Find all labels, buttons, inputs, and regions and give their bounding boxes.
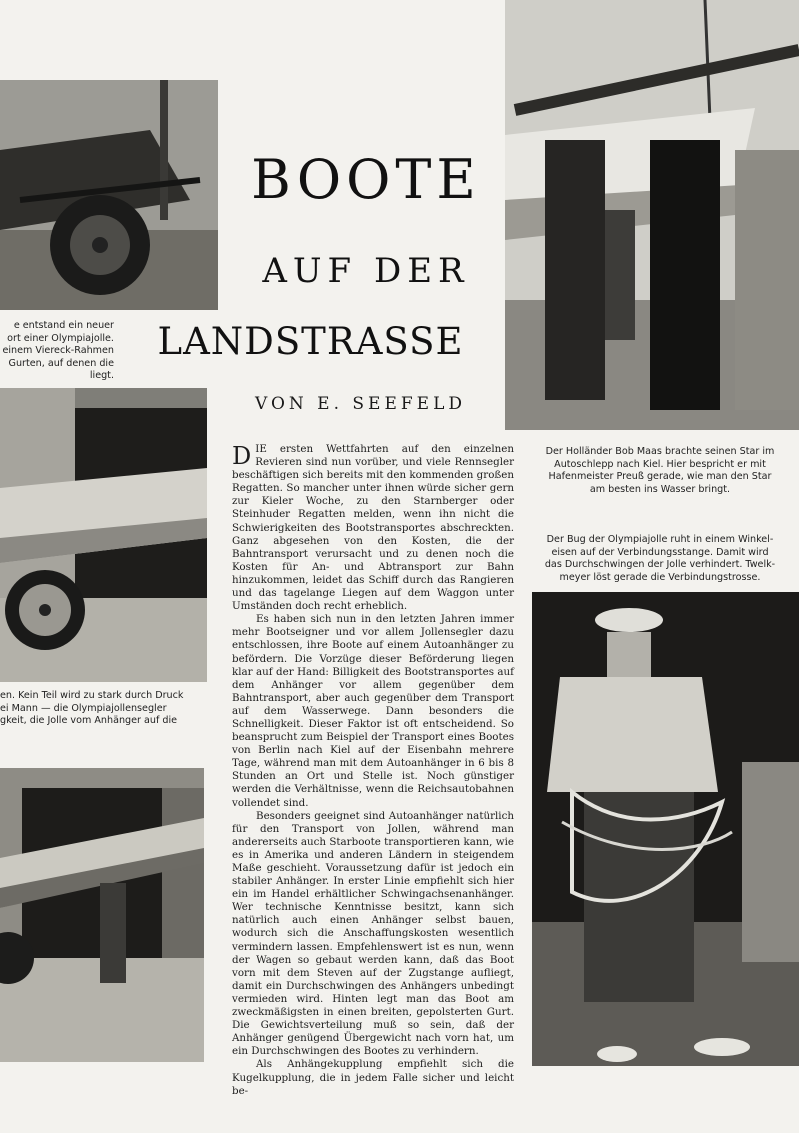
caption-mid-left: en. Kein Teil wird zu stark durch Druck ei Mann — die Olympiajollensegler gkeit, die Jolle vom Anhänger auf die xyxy=(0,690,184,726)
byline: VON E. SEEFELD xyxy=(254,394,466,414)
headline-auf-der: AUF DER xyxy=(262,251,470,291)
headline-boote: BOOTE xyxy=(251,148,481,211)
photo-dinghy-lift xyxy=(0,768,204,1062)
photo-trailer-chassis xyxy=(0,80,218,310)
article-body xyxy=(232,442,514,1097)
article-paragraph: Als Anhängekupplung empfiehlt sich die Kugelkupplung, die in jedem Falle sicher und leicht be- xyxy=(232,1058,514,1097)
article-paragraph: Es haben sich nun in den letzten Jahren immer mehr Bootseigner und vor allem Jollensegler dazu entschlossen, ihre Boote auf einem Autoanhänger zu befördern. Die Vorzüge dieser Beförderung liegen klar auf der Hand: Billigkeit des Bootstransportes auf dem Anhänger vor allem gegenüber dem Bahntransport, aber auch gegenüber dem Transport auf dem Wasserwege. Dann besonders die Schnelligkeit. Dieser Faktor ist oft entscheidend. So beansprucht zum Beispiel der Transport eines Bootes von Berlin nach Kiel auf der Eisenbahn mehrere Tage, während man mit dem Autoanhänger in 6 bis 8 Stunden an Ort und Stelle ist. Noch günstiger werden die Verhältnisse, wenn die Reichsautobahnen vollendet sind. xyxy=(232,613,514,809)
dropcap: D xyxy=(232,442,252,470)
photo-man-coiling-rope xyxy=(532,592,799,1066)
photo-dinghy-on-trailer xyxy=(0,388,207,682)
caption-top-right: Der Holländer Bob Maas brachte seinen Star im Autoschlepp nach Kiel. Hier bespricht er mit Hafenmeister Preuß gerade, wie man den Star am besten ins Wasser bringt. xyxy=(545,446,775,495)
article-paragraph: Besonders geeignet sind Autoanhänger natürlich für den Transport von Jollen, während man andererseits auch Starboote transportieren kann, wie es in Amerika und anderen Ländern in steigendem Maße geschieht. Voraussetzung dafür ist jedoch ein stabiler Anhänger. In erster Linie empfiehlt sich hier ein im Handel erhältlicher Schwingachsenanhänger. Wer technische Kenntnisse besitzt, kann sich natürlich auch einen Anhänger selbst bauen, wodurch sich die Anschaffungskosten wesentlich vermindern lassen. Empfehlenswert ist es nun, wenn der Wagen so gebaut werden kann, daß das Boot vorn mit dem Steven auf der Zugstange aufliegt, damit ein Durchschwingen des Anhängers unbedingt vermieden wird. Hinten legt man das Boot am zweckmäßigsten in einen breiten, gepolsterten Gurt. Die Gewichtsverteilung muß so sein, daß der Anhänger genügend Übergewicht nach vorn hat, um ein Durchschwingen des Bootes zu verhindern. xyxy=(232,809,514,1058)
caption-mid-right: Der Bug der Olympiajolle ruht in einem Winkel- eisen auf der Verbindungsstange. Damit wird das Durchschwingen der Jolle verhindert. Twelk- meyer löst gerade die Verbindungstrosse. xyxy=(544,534,776,583)
photo-star-boat-men xyxy=(505,0,799,430)
article-paragraph xyxy=(232,443,514,613)
caption-top-left: e entstand ein neuer ort einer Olympiajolle. einem Viereck-Rahmen Gurten, auf denen die liegt. xyxy=(2,320,114,381)
paragraph-text: IE ersten Wettfahrten auf den einzelnen Revieren sind nun vorüber, und viele Rennsegler beschäftigen sich bereits mit den kommenden großen Regatten. So mancher unter ihnen würde sicher gern zur Kieler Woche, zu den Starnberger oder Steinhuder Regatten melden, wenn ihn nicht die Schwierigkeiten des Bootstransportes abschreckten. Ganz abgesehen von den Kosten, die der Bahntransport verursacht und zu denen noch die Kosten für An- und Abtransport zur Bahn hinzukommen, leidet das Schiff durch das Rangieren und das tagelange Liegen auf dem Waggon unter Umständen doch recht erheblich. xyxy=(232,443,514,613)
headline-landstrasse: LANDSTRASSE xyxy=(157,320,464,363)
